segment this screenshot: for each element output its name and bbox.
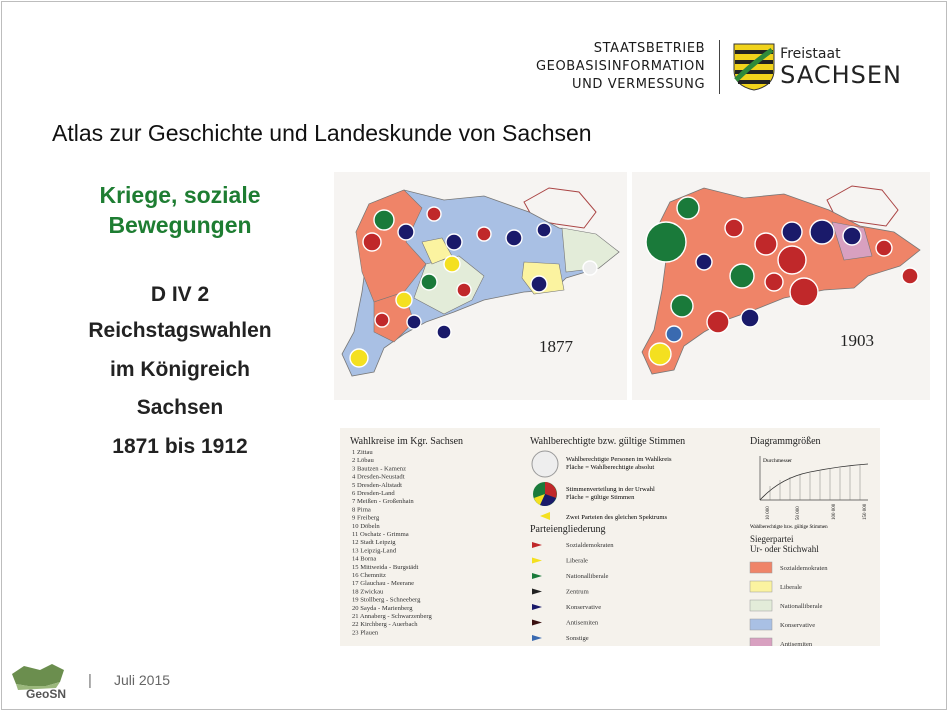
- winner-swatch: [750, 562, 772, 573]
- district-item: 15 Mittweida - Burgstädt: [352, 563, 419, 571]
- district-item: 8 Pirna: [352, 506, 371, 514]
- party-swatch-icon: [532, 589, 542, 595]
- description-line: im Königreich: [109, 357, 251, 381]
- party-label: Konservative: [566, 604, 602, 611]
- page-title: Atlas zur Geschichte und Landeskunde von Sachsen: [52, 120, 592, 146]
- subject-line-2: Bewegungen: [108, 212, 252, 238]
- map-code: D IV 2: [150, 283, 210, 306]
- description-line: Reichstagswahlen: [88, 319, 272, 342]
- description-line: Sachsen: [136, 396, 224, 419]
- diagram-tick: 100 000: [832, 503, 837, 520]
- winner-label: Nationalliberale: [780, 603, 823, 610]
- district-item: 1 Zittau: [352, 449, 373, 456]
- party-label: Sozialdemokraten: [566, 542, 614, 549]
- district-item: 10 Döbeln: [352, 522, 380, 530]
- party-label: Sonstige: [566, 635, 589, 642]
- party-swatch-icon: [532, 620, 542, 626]
- agency-line-1: STAATSBETRIEB: [593, 41, 706, 56]
- winner-title: Siegerpartei: [750, 534, 794, 544]
- district-item: 16 Chemnitz: [352, 572, 386, 579]
- subject-line-1: Kriege, soziale: [99, 182, 261, 208]
- election-map-1877: [334, 172, 627, 400]
- voters-circle-icon: [532, 451, 558, 477]
- state-wordmark: [780, 47, 902, 88]
- party-label: Zentrum: [566, 588, 589, 596]
- district-item: 21 Annaberg - Schwarzenberg: [352, 613, 432, 620]
- map-description: [60, 312, 300, 466]
- winner-subtitle: Ur- oder Stichwahl: [750, 544, 819, 554]
- state-small-text: Freistaat: [780, 45, 841, 62]
- district-item: 17 Glauchau - Meerane: [352, 580, 415, 588]
- agency-name: [536, 40, 720, 94]
- district-item: 22 Kirchberg - Auerbach: [352, 621, 418, 629]
- winner-swatch: [750, 581, 772, 592]
- footer-date: Juli 2015: [114, 672, 171, 688]
- party-swatch-icon: [532, 558, 542, 564]
- district-item: 23 Plauen: [352, 629, 379, 637]
- district-item: 9 Freiberg: [352, 514, 380, 522]
- winner-label: Sozialdemokraten: [780, 565, 828, 572]
- diagram-curve: [760, 464, 868, 500]
- party-swatch-icon: [532, 635, 542, 641]
- party-swatch-icon: [532, 573, 542, 579]
- winner-swatch: [750, 619, 772, 630]
- diagram-axis-label: Durchmesser: [763, 458, 793, 464]
- district-item: 4 Dresden-Neustadt: [352, 473, 405, 481]
- party-label: Nationalliberale: [566, 573, 609, 580]
- geosn-logo: [8, 660, 78, 702]
- map-year-label: 1903: [840, 331, 874, 350]
- voters-item: Zwei Parteien des gleichen Spektrums: [566, 514, 668, 521]
- coat-of-arms-icon: [732, 42, 776, 92]
- district-item: 6 Dresden-Land: [352, 490, 395, 497]
- party-label: Antisemiten: [566, 619, 599, 627]
- election-map-1903: [632, 172, 930, 400]
- state-big-text: SACHSEN: [780, 60, 902, 89]
- district-item: 14 Borna: [352, 555, 377, 563]
- district-item: 19 Stollberg - Schneeberg: [352, 596, 421, 604]
- district-item: 18 Zwickau: [352, 588, 384, 596]
- diagram-tick: 150 000: [863, 503, 868, 520]
- district-item: 7 Meißen - Großenhain: [352, 498, 414, 506]
- logo-text: GeoSN: [26, 687, 67, 701]
- voters-item: Wahlberechtigte Personen im Wahlkreis: [566, 456, 672, 463]
- map-year-label: 1877: [539, 337, 573, 356]
- diagram-title: Diagrammgrößen: [750, 436, 821, 447]
- agency-line-3: UND VERMESSUNG: [571, 77, 706, 92]
- agency-logo: [536, 38, 902, 96]
- district-item: 5 Dresden-Altstadt: [352, 481, 402, 489]
- subject-heading: [60, 180, 300, 240]
- winner-label: Liberale: [780, 584, 802, 591]
- diagram-x-label: Wahlberechtigte bzw. gültige Stimmen: [750, 525, 828, 530]
- party-swatch-icon: [532, 542, 542, 548]
- districts-title: Wahlkreise im Kgr. Sachsen: [350, 436, 464, 447]
- district-item: 13 Leipzig-Land: [352, 547, 397, 555]
- winner-label: Antisemiten: [780, 641, 813, 646]
- district-item: 12 Stadt Leipzig: [352, 539, 396, 547]
- district-item: 3 Bautzen - Kamenz: [352, 465, 407, 473]
- two-parties-icon: [540, 512, 550, 520]
- description-line: 1871 bis 1912: [112, 434, 248, 458]
- footer: [8, 660, 171, 707]
- winner-label: Konservative: [780, 622, 816, 629]
- diagram-tick: 50 000: [796, 506, 801, 520]
- party-label: Liberale: [566, 557, 588, 565]
- district-item: 20 Sayda - Marienberg: [352, 604, 413, 612]
- district-item: 11 Oschatz - Grimma: [352, 531, 409, 538]
- winner-swatch: [750, 600, 772, 611]
- voters-item: Stimmenverteilung in der Urwahl: [566, 486, 655, 493]
- map-legend: [340, 428, 880, 646]
- vote-distribution-pie-icon: [533, 482, 557, 506]
- winner-swatch: [750, 638, 772, 646]
- footer-separator: |: [88, 672, 92, 689]
- agency-line-2: GEOBASISINFORMATION: [535, 59, 706, 74]
- voters-item: Fläche = Wahlberechtigte absolut: [566, 464, 655, 471]
- district-item: 2 Löbau: [352, 457, 374, 465]
- diagram-tick: 10 000: [766, 506, 771, 520]
- parties-title: Parteiengliederung: [530, 524, 606, 535]
- voters-title: Wahlberechtigte bzw. gültige Stimmen: [530, 436, 686, 447]
- voters-item: Fläche = gültige Stimmen: [566, 494, 635, 501]
- party-swatch-icon: [532, 604, 542, 610]
